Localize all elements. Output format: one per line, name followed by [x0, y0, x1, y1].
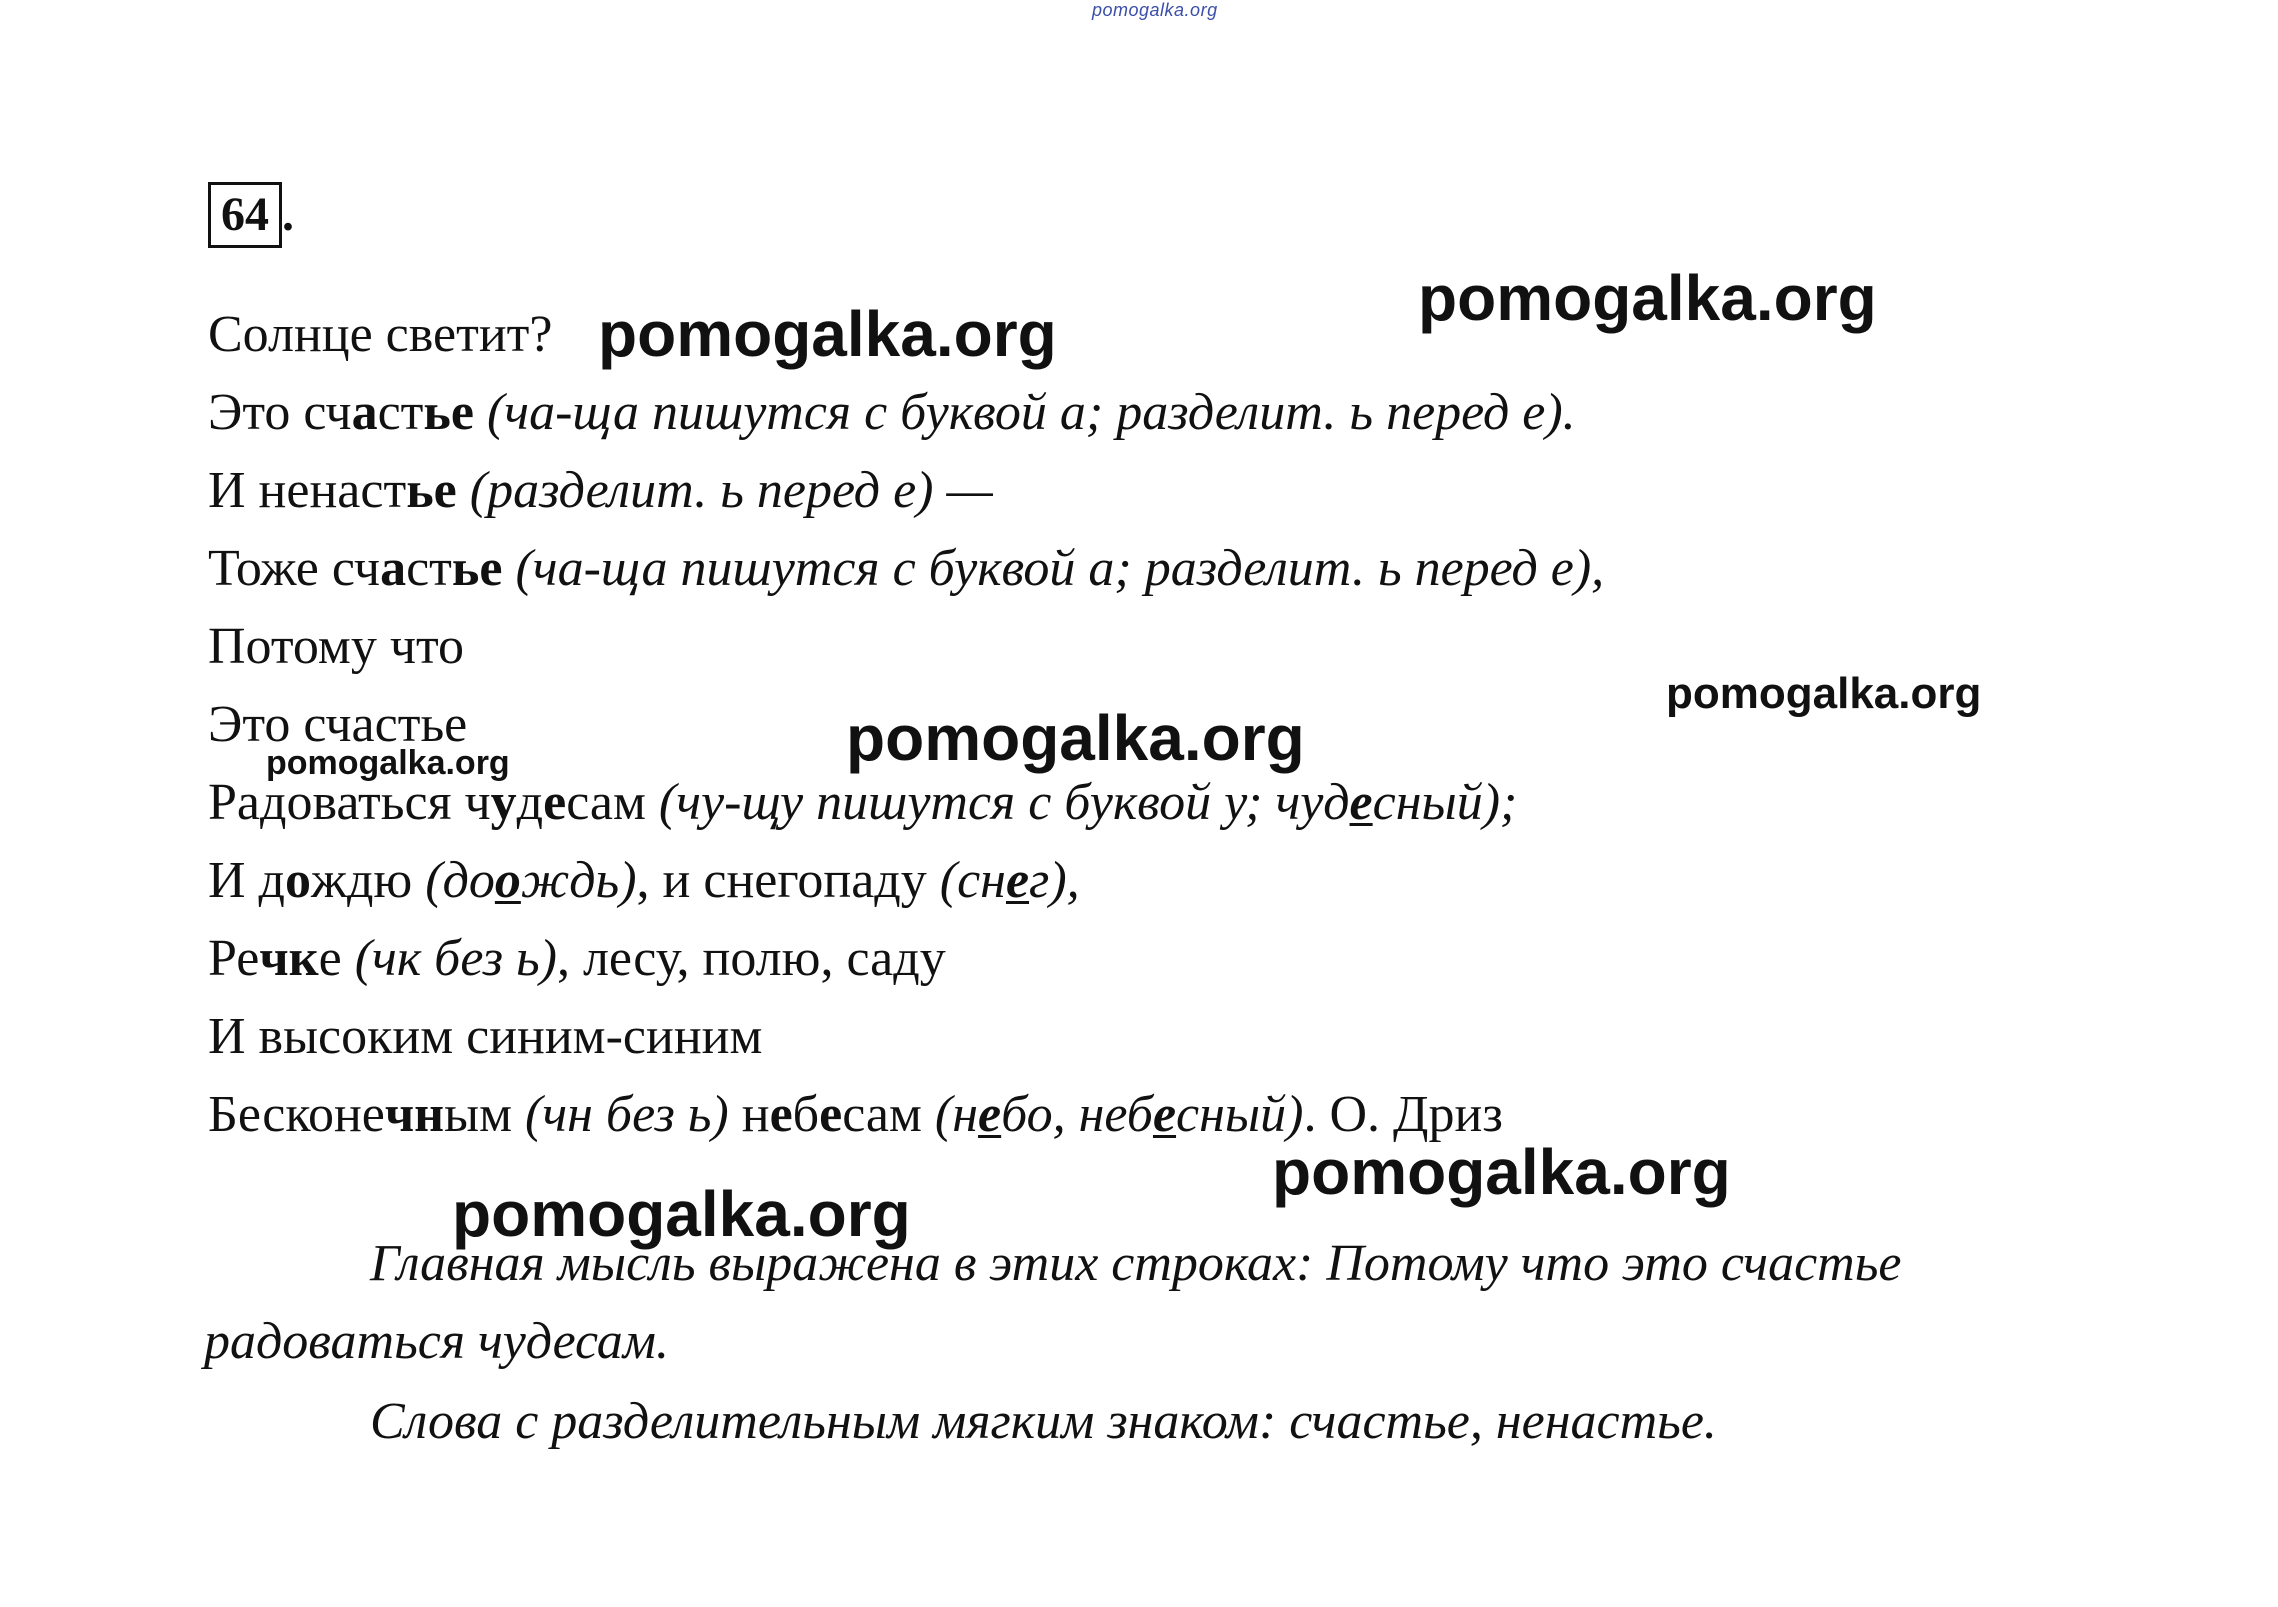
text-segment: б	[792, 1086, 820, 1143]
poem-line-9	[208, 920, 1604, 998]
highlighted-letter: ье	[406, 462, 457, 519]
rule-note: г),	[1029, 852, 1080, 909]
text-segment: И ненаст	[208, 462, 407, 519]
highlighted-letter: е	[819, 1086, 843, 1143]
stressed-letter: е	[1349, 774, 1373, 831]
poem-line-8	[208, 842, 1604, 920]
text-segment: Это сч	[208, 384, 352, 441]
rule-note: (разделит. ь перед е) —	[456, 462, 993, 519]
highlighted-letter: ье	[423, 384, 474, 441]
text-segment: ждю	[311, 852, 413, 909]
highlighted-letter: ье	[451, 540, 503, 597]
text-segment: Ре	[208, 930, 260, 987]
rule-note: сный)	[1176, 1086, 1304, 1143]
stressed-letter: е	[1152, 1086, 1177, 1143]
text-segment: сам	[842, 1086, 922, 1143]
stressed-letter: о	[494, 852, 521, 909]
highlighted-letter: е	[543, 774, 567, 831]
poem-line-3	[208, 452, 1604, 530]
site-watermark-top: pomogalka.org	[1092, 0, 1218, 20]
text-segment: , и снегопаду	[636, 852, 927, 909]
rule-note: (чн без ь)	[512, 1086, 729, 1143]
watermark: pomogalka.org	[846, 702, 1305, 774]
rule-note: (ча-ща пишутся с буквой а; разделит. ь перед е),	[502, 540, 1605, 597]
poem-author: . О. Дриз	[1303, 1086, 1503, 1143]
rule-note: (чу-щу пишутся с буквой у; чуд	[645, 774, 1350, 831]
rule-note: ждь)	[520, 852, 637, 909]
poem-line-5-text: Потому что	[208, 618, 465, 675]
text-segment: Тоже сч	[208, 540, 381, 597]
highlighted-letter: а	[351, 384, 378, 441]
poem-line-10-text: И высоким синим-синим	[208, 1008, 763, 1065]
text-segment: И д	[208, 852, 286, 909]
rule-note: (сн	[926, 852, 1006, 909]
rule-note: (чк без ь)	[341, 930, 557, 987]
text-segment: Радоваться ч	[208, 774, 491, 831]
highlighted-letter: о	[285, 852, 312, 909]
watermark: pomogalka.org	[452, 1178, 911, 1250]
rule-note: (ча-ща пишутся с буквой а; разделит. ь перед е).	[473, 384, 1576, 441]
text-segment: сам	[566, 774, 646, 831]
highlighted-letter: чк	[259, 930, 319, 987]
text-segment: ст	[406, 540, 452, 597]
poem-line-6-text: Это счастье	[208, 696, 468, 753]
task-number-box	[208, 182, 282, 248]
highlighted-letter: у	[490, 774, 517, 831]
watermark: pomogalka.org	[598, 298, 1057, 370]
highlighted-letter: чн	[384, 1086, 445, 1143]
text-segment: д	[516, 774, 544, 831]
watermark: pomogalka.org	[266, 744, 510, 782]
text-segment: ст	[377, 384, 424, 441]
text-segment: н	[728, 1086, 770, 1143]
poem-line-10	[208, 998, 1604, 1076]
poem-line-2	[208, 374, 1604, 452]
task-number-suffix: .	[282, 188, 294, 241]
poem-line-5	[208, 608, 1604, 686]
rule-note: сный);	[1372, 774, 1518, 831]
text-segment: Бесконе	[208, 1086, 385, 1143]
stressed-letter: е	[1005, 852, 1030, 909]
text-segment: , лесу, полю, саду	[556, 930, 946, 987]
watermark: pomogalka.org	[1272, 1136, 1731, 1208]
highlighted-letter: а	[380, 540, 407, 597]
poem-line-1-text: Солнце светит?	[208, 306, 553, 363]
highlighted-letter: е	[769, 1086, 793, 1143]
stressed-letter: е	[978, 1086, 1002, 1143]
rule-note: (до	[412, 852, 495, 909]
soft-sign-words-paragraph: Слова с разделительным мягким знаком: счастье, ненастье.	[370, 1393, 1717, 1450]
rule-note: бо, неб	[1001, 1086, 1153, 1143]
watermark: pomogalka.org	[1418, 262, 1877, 334]
main-idea-paragraph: Главная мысль выражена в этих строках: Потому что это счастье радоваться чудесам.	[204, 1235, 1902, 1370]
watermark: pomogalka.org	[1666, 669, 1982, 718]
text-segment: е	[318, 930, 342, 987]
poem-line-4	[208, 530, 1604, 608]
task-number-value: 64	[221, 188, 269, 241]
rule-note: (н	[921, 1086, 979, 1143]
text-segment: ым	[444, 1086, 512, 1143]
task-number	[208, 182, 294, 248]
